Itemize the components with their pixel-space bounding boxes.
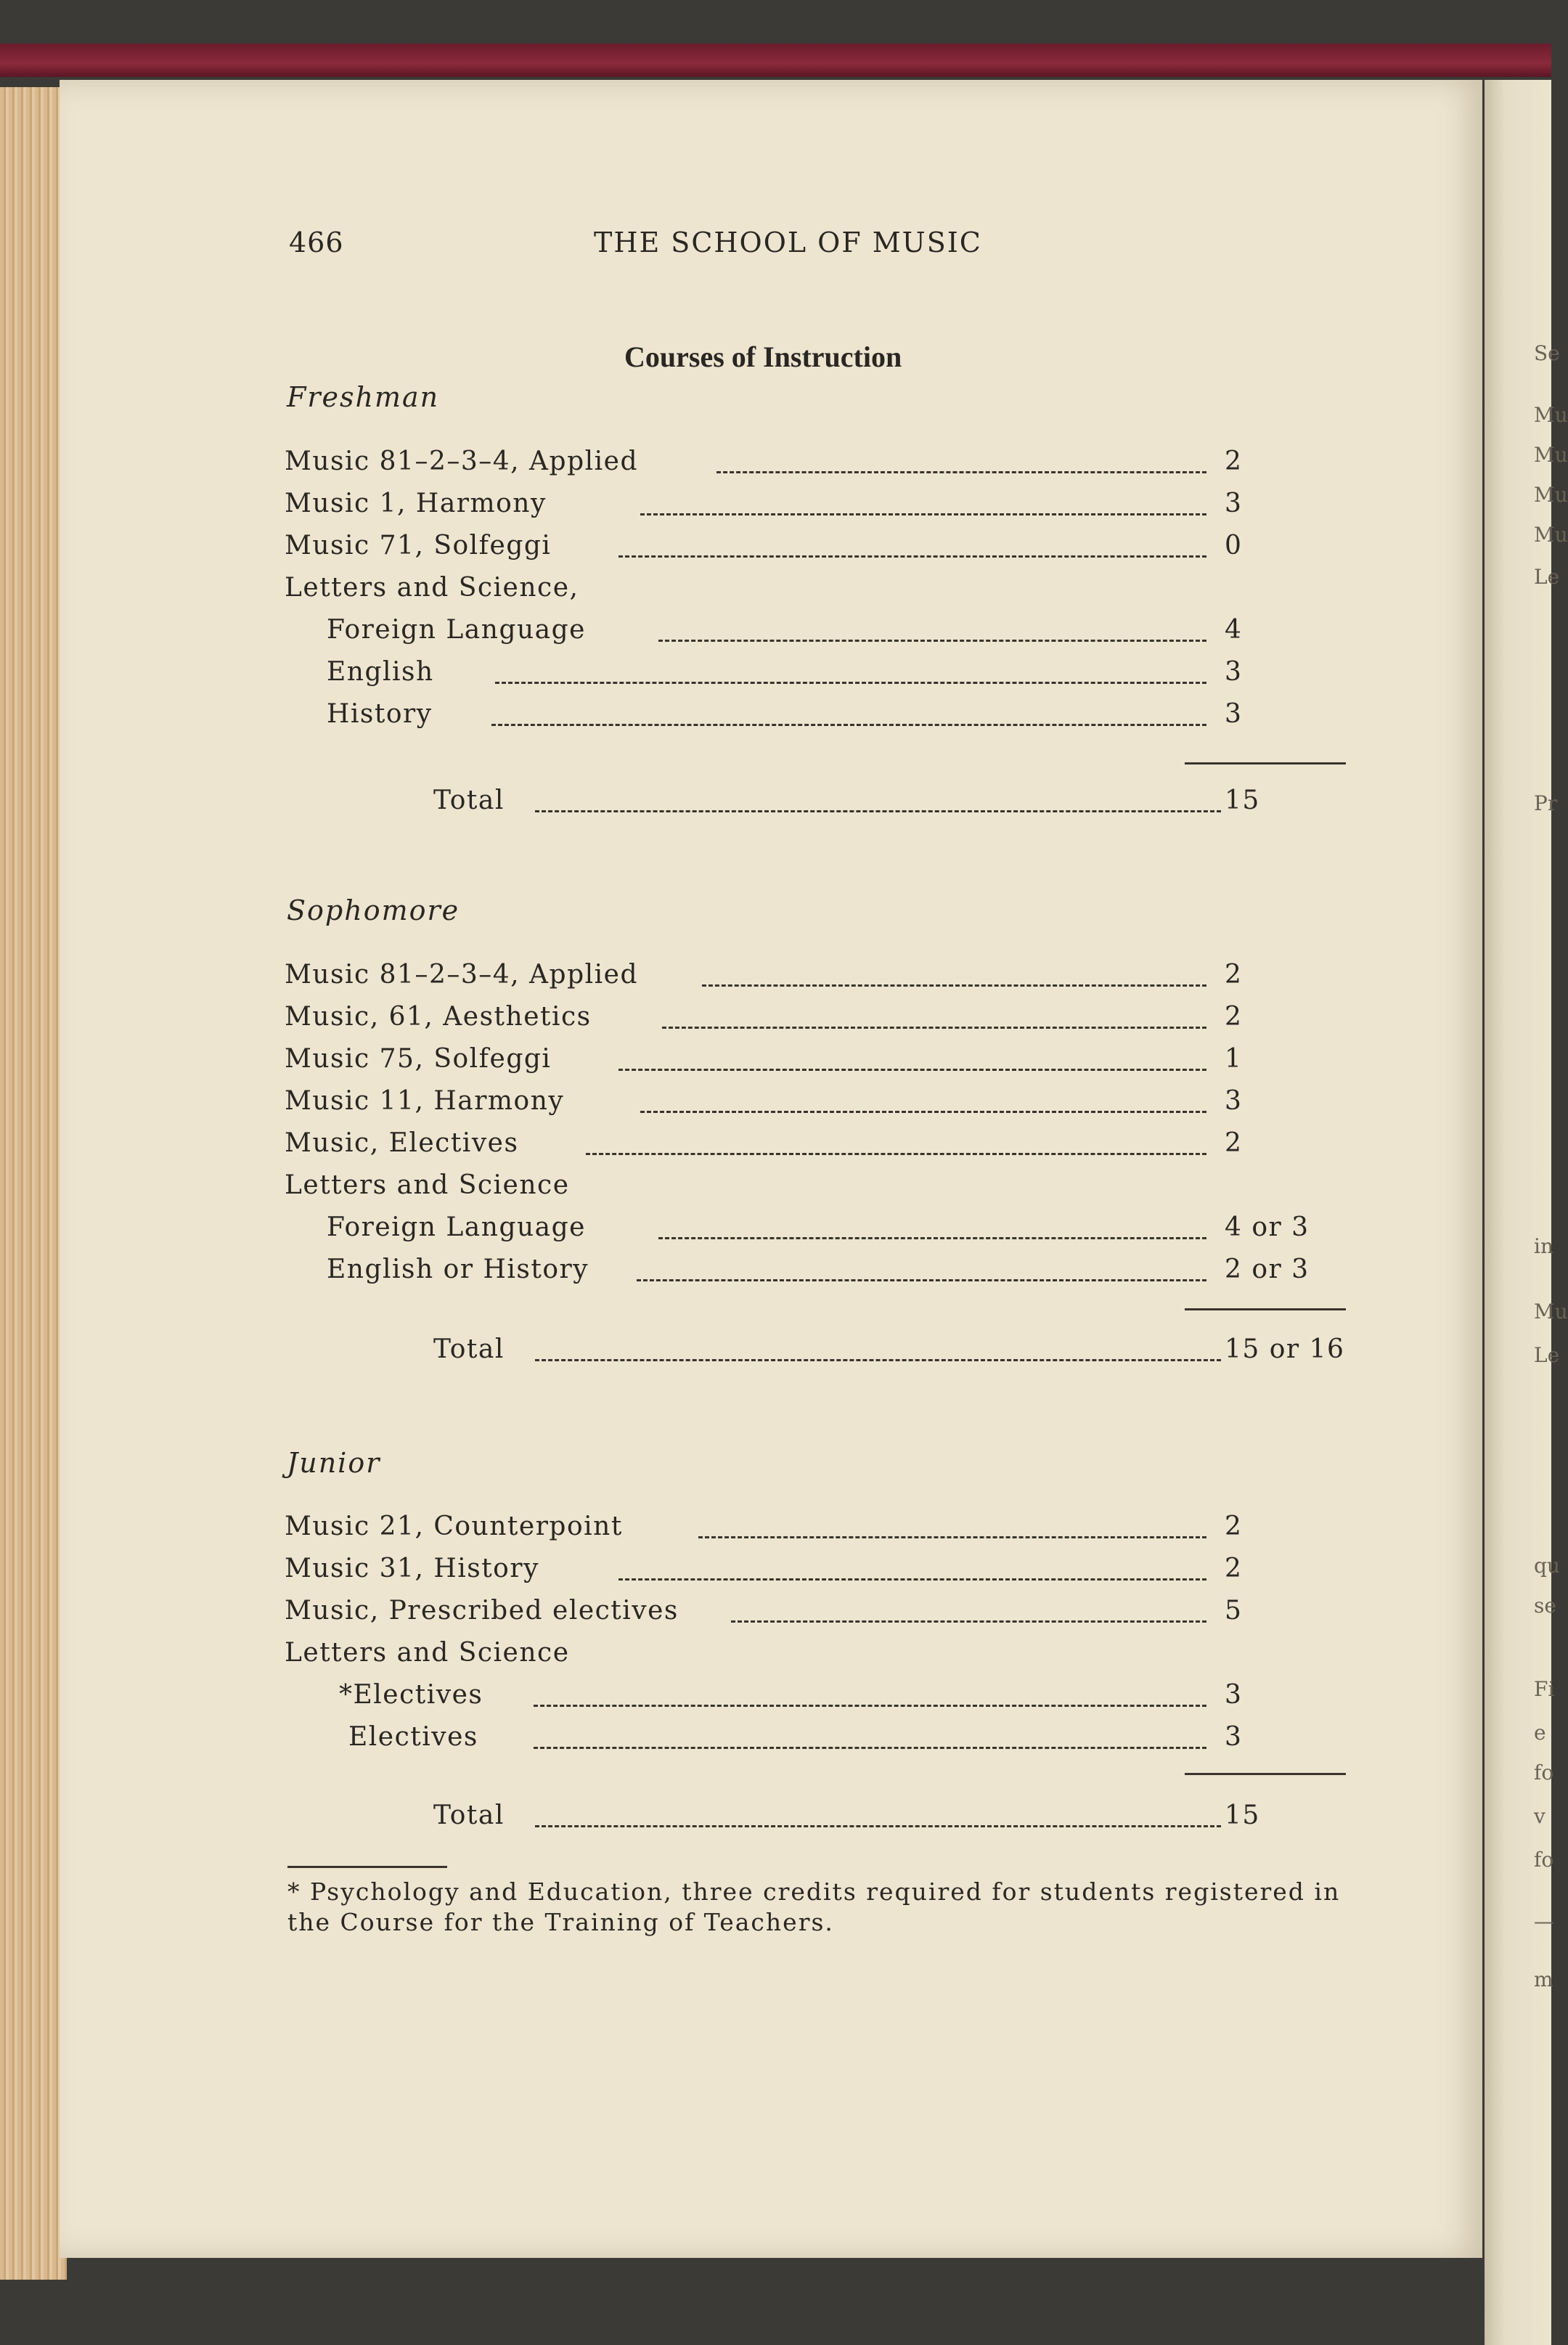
credit-value: 4 or 3 bbox=[1225, 1212, 1310, 1242]
dot-leader bbox=[658, 1237, 1206, 1239]
dot-leader bbox=[618, 555, 1206, 558]
facing-page-text: Le bbox=[1534, 1343, 1560, 1367]
freshman-sum-rule bbox=[1185, 762, 1346, 764]
facing-page-text: fo bbox=[1534, 1848, 1554, 1872]
credit-value: 3 bbox=[1225, 699, 1243, 729]
course-row bbox=[285, 1596, 1344, 1632]
total-value: 15 bbox=[1225, 786, 1260, 815]
facing-page-text: Mu bbox=[1534, 523, 1568, 547]
course-row bbox=[285, 1002, 1344, 1038]
course-label: English bbox=[327, 657, 434, 687]
total-label: Total bbox=[433, 786, 505, 815]
course-row bbox=[285, 1170, 1344, 1207]
sophomore-sum-rule bbox=[1185, 1308, 1346, 1310]
credit-value: 3 bbox=[1225, 1722, 1243, 1752]
junior-heading: Junior bbox=[287, 1447, 381, 1479]
dot-leader bbox=[586, 1153, 1206, 1155]
credit-value: 2 or 3 bbox=[1225, 1255, 1310, 1284]
course-label: Music, Electives bbox=[285, 1128, 519, 1158]
dot-leader bbox=[662, 1027, 1206, 1029]
course-row bbox=[285, 573, 1344, 609]
running-title: THE SCHOOL OF MUSIC bbox=[594, 227, 982, 258]
course-label: Foreign Language bbox=[327, 1212, 586, 1242]
facing-page-text: v bbox=[1534, 1804, 1545, 1828]
course-row bbox=[285, 1128, 1344, 1165]
page-number: 466 bbox=[289, 227, 344, 258]
course-row bbox=[285, 1044, 1344, 1080]
footnote-rule bbox=[287, 1866, 447, 1868]
page-edges bbox=[0, 87, 67, 2280]
credit-value: 4 bbox=[1225, 615, 1243, 645]
facing-page-text: qu bbox=[1534, 1554, 1560, 1578]
dot-leader bbox=[658, 640, 1206, 642]
facing-page-text: Mu bbox=[1534, 443, 1568, 467]
credit-value: 3 bbox=[1225, 489, 1243, 518]
course-label: Music 21, Counterpoint bbox=[285, 1512, 623, 1541]
credit-value: 2 bbox=[1225, 960, 1243, 990]
course-row bbox=[285, 1554, 1344, 1590]
credit-value: 3 bbox=[1225, 1680, 1243, 1710]
dot-leader bbox=[491, 724, 1206, 726]
section-title: Courses of Instruction bbox=[624, 340, 902, 373]
course-label: English or History bbox=[327, 1255, 589, 1284]
dot-leader bbox=[640, 1111, 1206, 1113]
course-label: Music, Prescribed electives bbox=[285, 1596, 679, 1626]
total-row bbox=[285, 786, 1344, 822]
credit-value: 0 bbox=[1225, 531, 1243, 560]
credit-value: 1 bbox=[1225, 1044, 1243, 1074]
credit-value: 3 bbox=[1225, 657, 1243, 687]
course-label: Music 81–2–3–4, Applied bbox=[285, 960, 639, 990]
dot-leader bbox=[618, 1069, 1206, 1071]
footnote: * Psychology and Education, three credits required for students registered in the Course for the Training of Teachers. bbox=[287, 1877, 1341, 1936]
course-row bbox=[285, 1255, 1344, 1291]
total-value: 15 or 16 bbox=[1225, 1334, 1345, 1364]
facing-page-text: Mu bbox=[1534, 483, 1568, 507]
course-label: Music 11, Harmony bbox=[285, 1086, 565, 1116]
total-label: Total bbox=[433, 1800, 505, 1830]
facing-page-text: — bbox=[1534, 1909, 1554, 1933]
facing-page-text: Mu bbox=[1534, 1300, 1568, 1324]
facing-page-text: fo bbox=[1534, 1761, 1554, 1785]
total-row bbox=[285, 1334, 1344, 1371]
course-row bbox=[285, 657, 1344, 693]
book-binding bbox=[0, 44, 1551, 77]
dot-leader bbox=[535, 1825, 1221, 1827]
course-row bbox=[285, 1680, 1344, 1716]
dot-leader bbox=[698, 1536, 1206, 1538]
course-label: Letters and Science, bbox=[285, 573, 579, 603]
credit-value: 2 bbox=[1225, 446, 1243, 476]
credit-value: 2 bbox=[1225, 1128, 1243, 1158]
facing-page-text: Pr bbox=[1534, 791, 1558, 815]
dot-leader bbox=[535, 1359, 1221, 1361]
course-row bbox=[285, 1086, 1344, 1122]
credit-value: 3 bbox=[1225, 1086, 1243, 1116]
dot-leader bbox=[637, 1279, 1206, 1281]
course-row bbox=[285, 446, 1344, 483]
credit-value: 5 bbox=[1225, 1596, 1243, 1626]
course-label: Music, 61, Aesthetics bbox=[285, 1002, 592, 1032]
freshman-heading: Freshman bbox=[287, 381, 440, 413]
course-label: Music 31, History bbox=[285, 1554, 539, 1583]
total-label: Total bbox=[433, 1334, 505, 1364]
facing-page-text: e bbox=[1534, 1721, 1546, 1745]
total-row bbox=[285, 1800, 1344, 1837]
facing-page-text: m bbox=[1534, 1967, 1553, 1991]
facing-page-text: se bbox=[1534, 1594, 1556, 1618]
running-head bbox=[289, 227, 1392, 263]
credit-value: 2 bbox=[1225, 1002, 1243, 1032]
dot-leader bbox=[702, 984, 1206, 987]
junior-sum-rule bbox=[1185, 1773, 1346, 1775]
dot-leader bbox=[534, 1747, 1206, 1749]
dot-leader bbox=[534, 1705, 1206, 1707]
total-value: 15 bbox=[1225, 1800, 1260, 1830]
course-label: Electives bbox=[348, 1722, 478, 1752]
course-label: Letters and Science bbox=[285, 1170, 570, 1200]
course-label: *Electives bbox=[339, 1680, 483, 1710]
dot-leader bbox=[495, 682, 1206, 684]
facing-page-text: Fi bbox=[1534, 1677, 1555, 1701]
facing-page-text: Le bbox=[1534, 565, 1560, 589]
course-label: History bbox=[327, 699, 433, 729]
course-label: Music 71, Solfeggi bbox=[285, 531, 552, 560]
dot-leader bbox=[731, 1620, 1206, 1623]
sophomore-heading: Sophomore bbox=[287, 894, 460, 926]
course-label: Music 1, Harmony bbox=[285, 489, 547, 518]
course-row bbox=[285, 489, 1344, 525]
course-row bbox=[285, 699, 1344, 735]
course-label: Music 81–2–3–4, Applied bbox=[285, 446, 639, 476]
course-row bbox=[285, 531, 1344, 567]
credit-value: 2 bbox=[1225, 1512, 1243, 1541]
dot-leader bbox=[716, 471, 1206, 473]
course-row bbox=[285, 1212, 1344, 1249]
facing-page-text: Se bbox=[1534, 341, 1560, 365]
course-row bbox=[285, 1638, 1344, 1674]
course-row bbox=[285, 615, 1344, 651]
dot-leader bbox=[640, 513, 1206, 515]
facing-page-text: in bbox=[1534, 1234, 1553, 1258]
course-row bbox=[285, 960, 1344, 996]
facing-page-text: Mu bbox=[1534, 403, 1568, 427]
course-label: Foreign Language bbox=[327, 615, 586, 645]
dot-leader bbox=[618, 1578, 1206, 1581]
dot-leader bbox=[535, 810, 1221, 812]
credit-value: 2 bbox=[1225, 1554, 1243, 1583]
course-row bbox=[285, 1722, 1344, 1758]
course-row bbox=[285, 1512, 1344, 1548]
course-label: Music 75, Solfeggi bbox=[285, 1044, 552, 1074]
course-label: Letters and Science bbox=[285, 1638, 570, 1668]
